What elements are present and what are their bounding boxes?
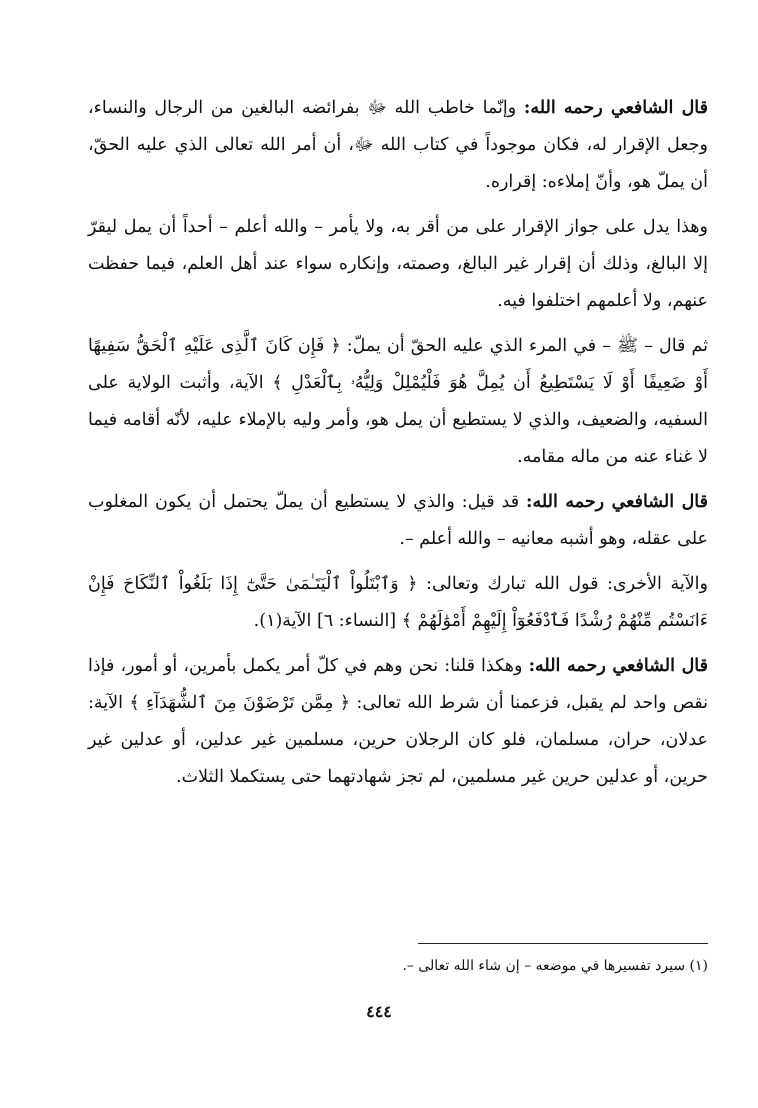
- paragraph-5: [88, 566, 708, 640]
- paragraph-4: [88, 484, 708, 558]
- paragraph-text: وإنّما خاطب الله ﷻ بفرائضه البالغين من الرجال والنساء، وجعل الإقرار له، فكان موجوداً في كتاب الله ﷻ، أن أمر الله تعالى الذي عليه الحقّ، أن يملّ هو، وأنّ إملاءه: إقراره.: [88, 98, 708, 192]
- paragraph-1: [88, 90, 708, 201]
- paragraph-2: [88, 209, 708, 320]
- footnote: (١) سيرد تفسيرها في موضعه – إن شاء الله تعالى –.: [402, 958, 708, 974]
- footnote-divider: [418, 943, 708, 944]
- page-number: ٤٤٤: [366, 1002, 392, 1021]
- speaker-label: قال الشافعي رحمه الله:: [528, 656, 709, 676]
- paragraph-text: وهكذا قلنا: نحن وهم في كلّ أمر يكمل بأمرين، أو أمور، فإذا نقص واحد لم يقبل، فزعمنا أن شرط الله تعالى: ﴿ مِمَّن تَرْضَوْنَ مِنَ ٱلشُّهَدَآءِ ﴾ الآية: عدلان، حران، مسلمان، فلو كان الرجلان حرين، مسلمين غير عدلين، أو عدلين غير حرين، أو عدلين حرين غير مسلمين، لم تجز شهادتهما حتى يستكملا الثلاث.: [88, 656, 708, 787]
- paragraph-3: [88, 328, 708, 476]
- paragraph-6: [88, 648, 708, 796]
- paragraph-text: والآية الأخرى: قول الله تبارك وتعالى: ﴿ وَٱبْتَلُواْ ٱلْيَتَـٰمَىٰ حَتَّىٰٓ إِذَا بَلَغُواْ ٱلنِّكَاحَ فَإِنْ ءَانَسْتُم مِّنْهُمْ رُشْدًا فَٱدْفَعُوٓاْ إِلَيْهِمْ أَمْوَٰلَهُمْ ﴾ [النساء: ٦] الآية(١).: [88, 574, 708, 631]
- paragraph-text: قد قيل: والذي لا يستطيع أن يملّ يحتمل أن يكون المغلوب على عقله، وهو أشبه معانيه – والله أعلم –.: [88, 492, 708, 549]
- speaker-label: قال الشافعي رحمه الله:: [526, 492, 709, 512]
- speaker-label: قال الشافعي رحمه الله:: [523, 98, 708, 118]
- main-text: [88, 90, 708, 804]
- paragraph-text: وهذا يدل على جواز الإقرار على من أقر به، ولا يأمر – والله أعلم – أحداً أن يمل ليقرّ إلا البالغ، وذلك أن إقرار غير البالغ، وصمته، وإنكاره سواء عند أهل العلم، فيما حفظت عنهم، ولا أعلمهم اختلفوا فيه.: [88, 217, 708, 311]
- paragraph-text: ثم قال – ﷺ – في المرء الذي عليه الحقّ أن يملّ: ﴿ فَإِن كَانَ ٱلَّذِى عَلَيْهِ ٱلْحَقُّ سَفِيهًا أَوْ ضَعِيفًا أَوْ لَا يَسْتَطِيعُ أَن يُمِلَّ هُوَ فَلْيُمْلِلْ وَلِيُّهُۥ بِٱلْعَدْلِ ﴾ الآية، وأثبت الولاية على السفيه، والضعيف، والذي لا يستطيع أن يمل هو، وأمر وليه بالإملاء عليه، لأنّه أقامه فيما لا غناء عنه من ماله مقامه.: [88, 336, 708, 467]
